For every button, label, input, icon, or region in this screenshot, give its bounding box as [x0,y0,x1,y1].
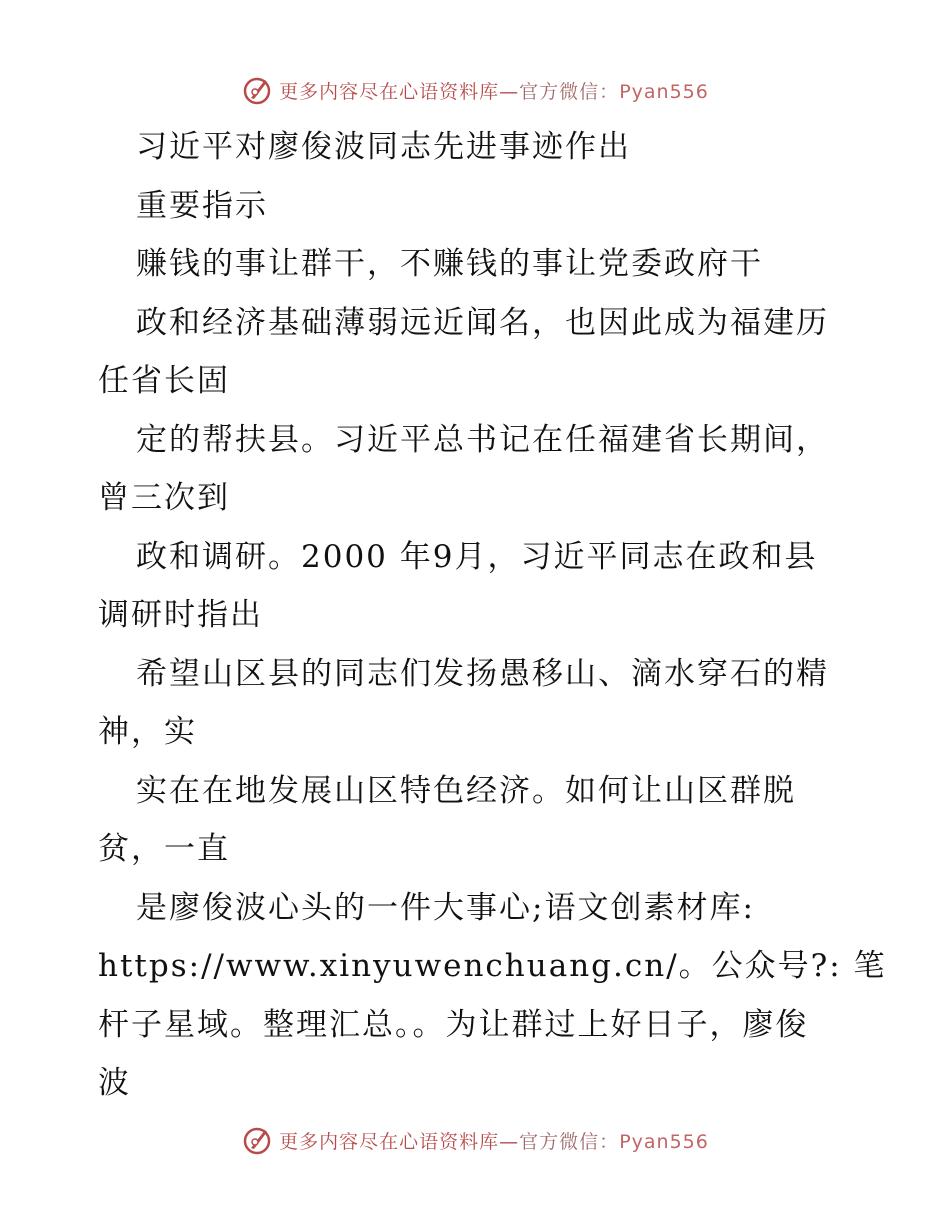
header-dash: — [499,80,520,103]
text-line: 重要指示 [136,187,268,224]
footer-banner [0,1120,950,1160]
text-line: 任省长固 [98,363,230,399]
header-wechat-handle: Pyan556 [619,80,709,103]
text-line: 赚钱的事让群干，不赚钱的事让党委政府干 [136,246,763,282]
text-line: 希望山区县的同志们发扬愚移山、滴水穿石的精 [136,655,829,692]
text-line: 曾三次到 [98,480,230,516]
footer-wechat-handle: Pyan556 [619,1130,709,1153]
document-body [98,118,887,1113]
footer-dash: — [499,1130,520,1153]
text-line: 定的帮扶县。习近平总书记在任福建省长期间， [136,421,829,458]
quill-logo-icon [241,1124,273,1156]
header-site-name: 更多内容尽在心语资料库 [279,80,500,103]
quill-logo-icon [241,74,273,106]
text-line: 贫，一直 [98,831,230,867]
text-line: 政和调研。2000 年9月，习近平同志在政和县 [136,538,818,575]
text-line: 政和经济基础薄弱远近闻名，也因此成为福建历 [136,304,829,341]
text-line: 神，实 [98,714,197,750]
text-line: 习近平对廖俊波同志先进事迹作出 [136,129,631,165]
text-line: 杆子星域。整理汇总。。为让群过上好日子，廖俊 [98,1006,809,1043]
text-line: 实在在地发展山区特色经济。如何让山区群脱 [136,772,796,809]
header-banner [0,70,950,110]
text-line: 波 [98,1065,131,1101]
text-line: 调研时指出 [98,597,263,633]
footer-wechat-label: 官方微信： [519,1130,620,1153]
text-line: https://www.xinyuwenchuang.cn/。公众号?: 笔 [98,948,887,984]
footer-site-name: 更多内容尽在心语资料库 [279,1130,500,1153]
header-wechat-label: 官方微信： [519,80,620,103]
text-line: 是廖俊波心头的一件大事心;语文创素材库: [136,889,755,926]
